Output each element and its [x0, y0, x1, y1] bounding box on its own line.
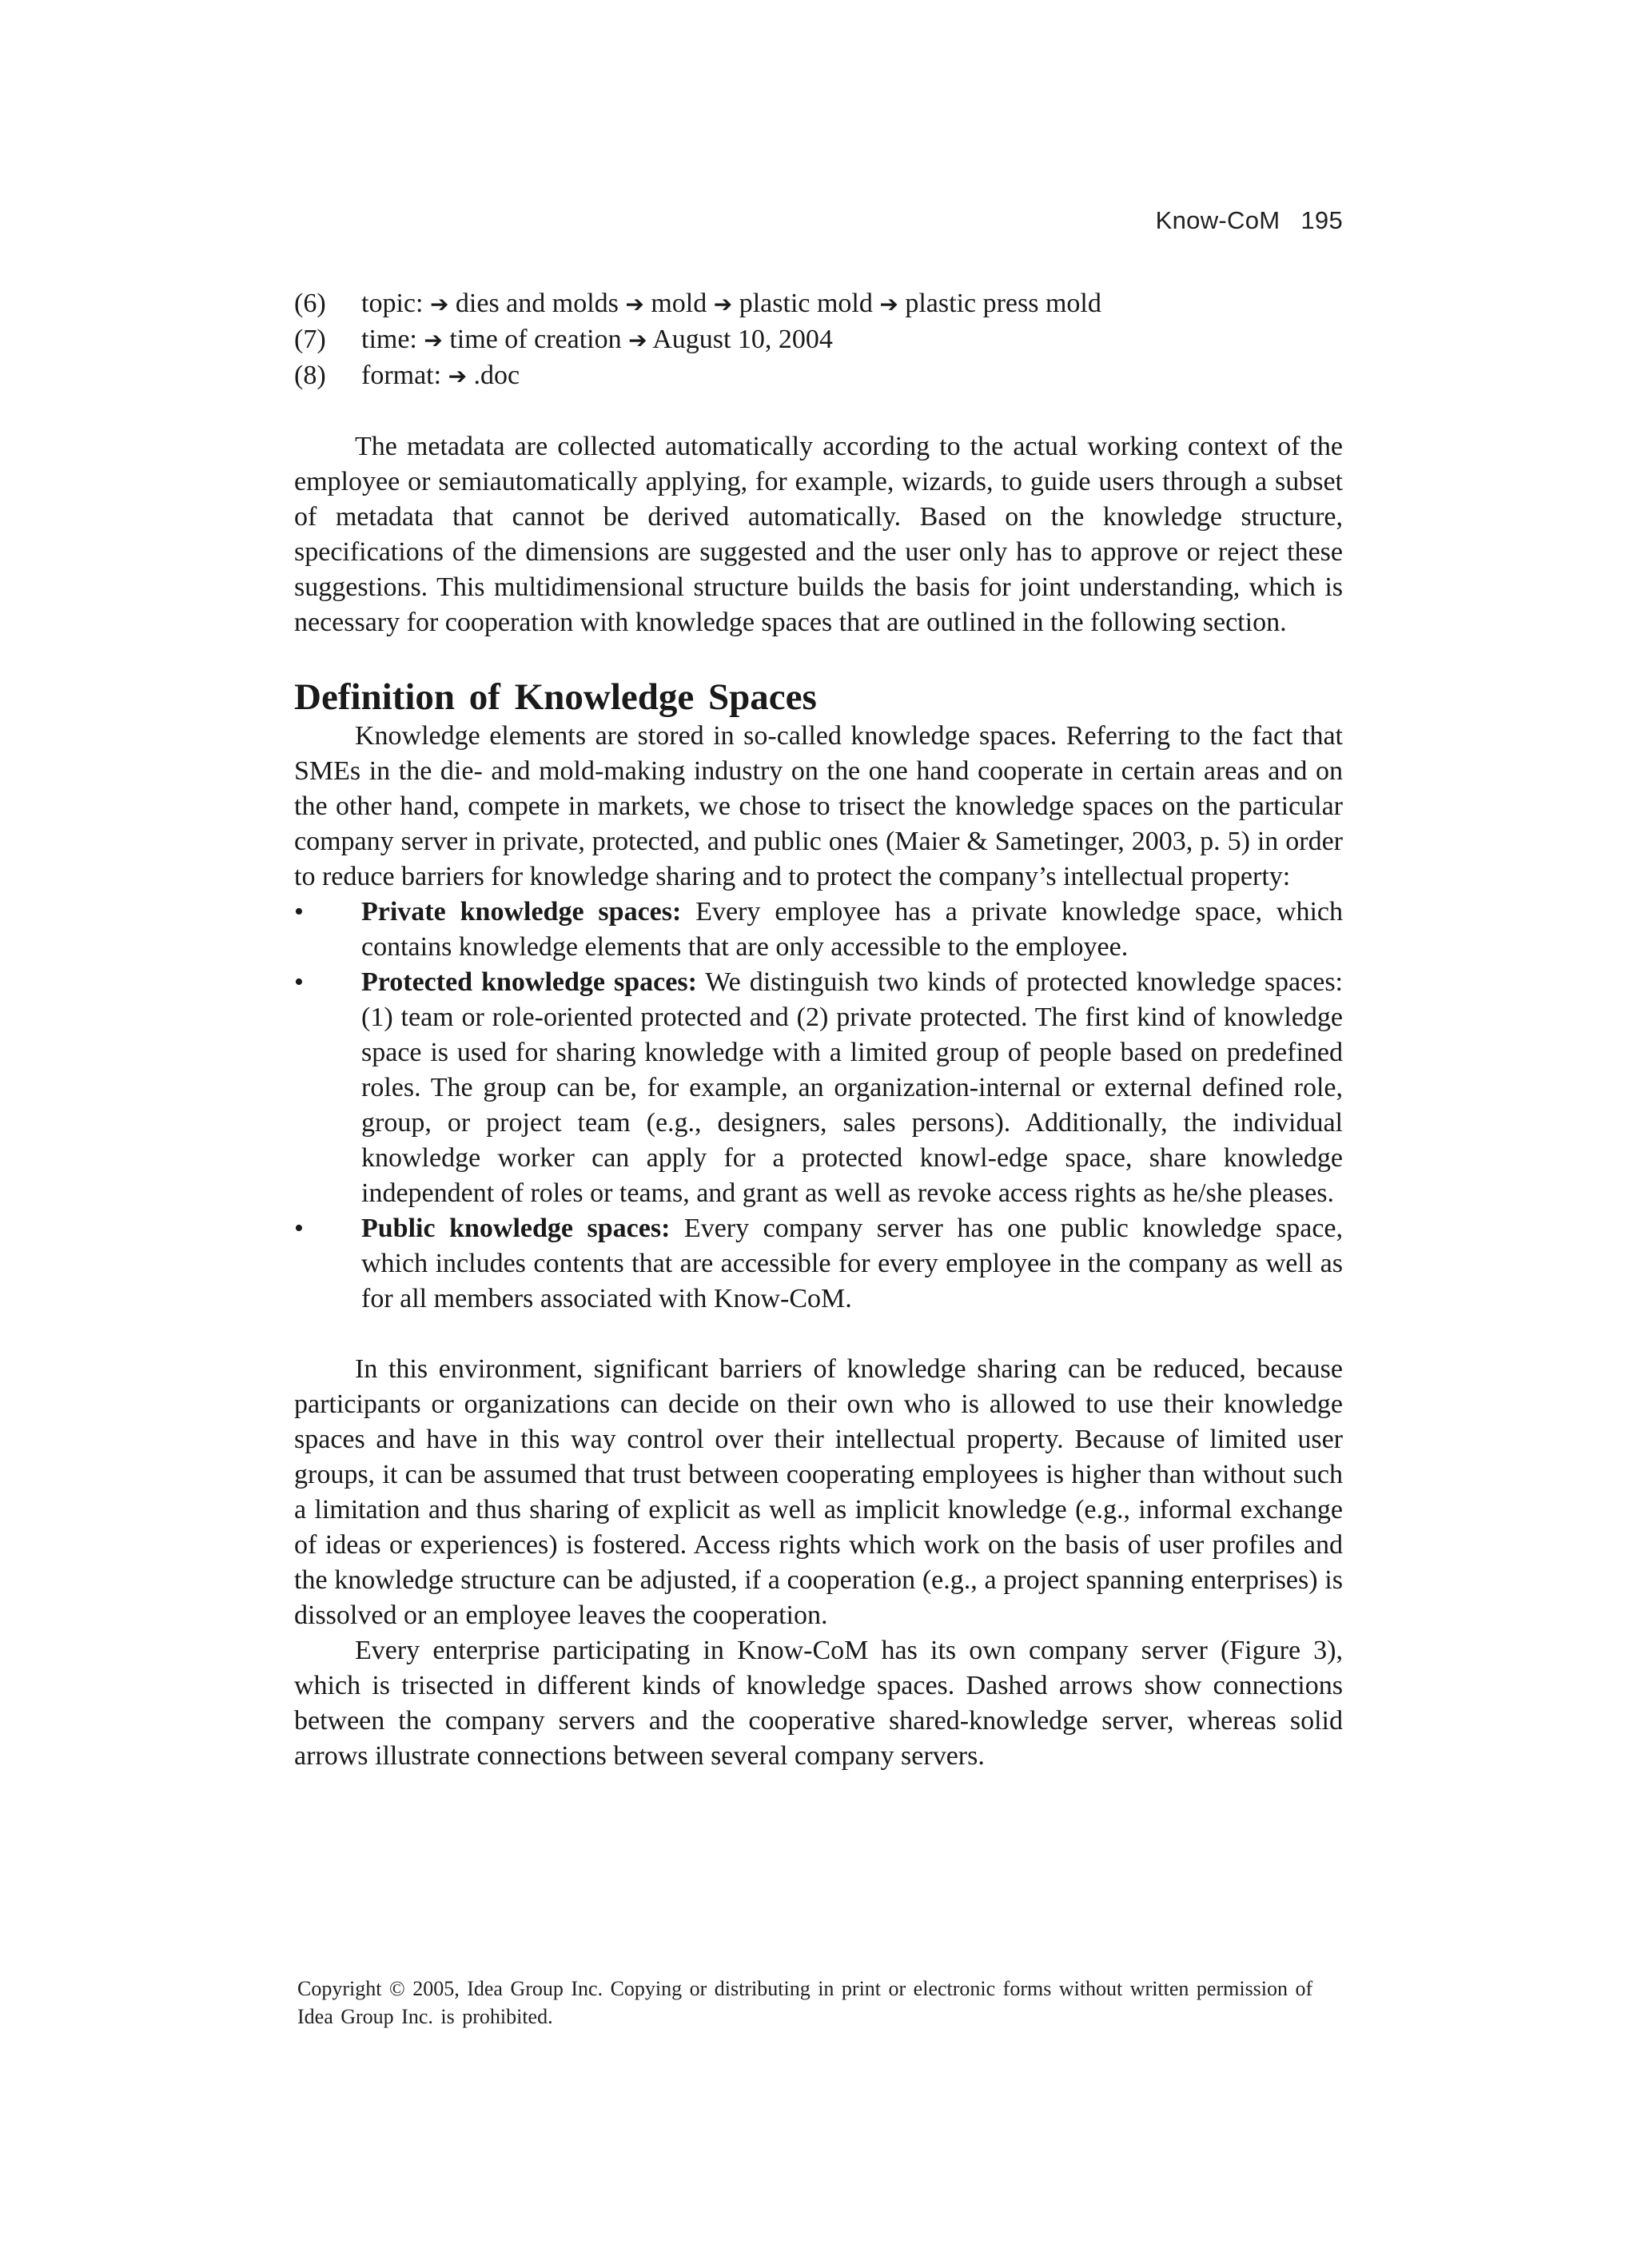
bullet-icon: •: [294, 1214, 304, 1243]
section-heading: Definition of Knowledge Spaces: [294, 676, 817, 718]
bullet-icon: •: [294, 967, 304, 997]
item-number: (6): [294, 289, 326, 318]
arrow-icon: ➔: [424, 327, 443, 353]
copyright-footer: Copyright © 2005, Idea Group Inc. Copying or distributing in print or electronic forms without written permission of Idea Group Inc. is prohibited.: [297, 1977, 1313, 2028]
item-number: (7): [294, 325, 326, 354]
bullet-protected: [294, 965, 1343, 1211]
metadata-item-topic: (6) topic: ➔ dies and molds ➔ mold ➔ plastic mold ➔ plastic press mold: [294, 286, 1343, 322]
item-label: topic:: [361, 289, 430, 318]
arrow-icon: ➔: [448, 363, 468, 389]
metadata-item-time: (7) time: ➔ time of creation ➔ August 10, 2004: [294, 322, 1343, 358]
bullet-icon: •: [294, 897, 304, 927]
paragraph-knowledge-elements: Knowledge elements are stored in so-called knowledge spaces. Referring to the fact that SMEs in the die- and mold-making industry on the one hand cooperate in certain areas and on the other hand, compete in markets, we chose to trisect the knowledge spaces on the particular company server in private, protected, and public ones (Maier & Sametinger, 2003, p. 5) in order to reduce barriers for knowledge sharing and to protect the company’s intellectual property:: [294, 721, 1343, 891]
body-text: [294, 286, 1343, 1774]
metadata-list: [294, 286, 1343, 394]
bullet-private: [294, 895, 1343, 965]
knowledge-spaces-list: [294, 895, 1343, 1317]
running-header: [1156, 206, 1343, 235]
page-number: 195: [1300, 206, 1343, 234]
item-number: (8): [294, 361, 326, 390]
document-page: [294, 0, 1343, 2268]
paragraph-company-server: Every enterprise participating in Know-CoM has its own company server (Figure 3), which is trisected in different kinds of knowledge spaces. Dashed arrows show connections between the company servers and the cooperative shared-knowledge server, whereas solid arrows illustrate connections between several company servers.: [294, 1636, 1343, 1771]
metadata-item-format: (8) format: ➔ .doc: [294, 358, 1343, 394]
bullet-public: [294, 1211, 1343, 1317]
running-title: Know-CoM: [1155, 206, 1281, 234]
paragraph-environment: In this environment, significant barriers of knowledge sharing can be reduced, because participants or organizations can decide on their own who is allowed to use their knowledge spaces and have in this way control over their intellectual property. Because of limited user groups, it can be assumed that trust between cooperating employees is higher than without such a limitation and thus sharing of explicit as well as implicit knowledge (e.g., informal exchange of ideas or experiences) is fostered. Access rights which work on the basis of user profiles and the knowledge structure can be adjusted, if a cooperation (e.g., a project spanning enterprises) is dissolved or an employee leaves the cooperation.: [294, 1354, 1343, 1630]
arrow-icon: ➔: [628, 327, 647, 353]
arrow-icon: ➔: [713, 291, 733, 317]
bullet-term: Private knowledge spaces:: [361, 897, 682, 927]
bullet-text: We distinguish two kinds of protected knowledge spaces: (1) team or role-oriented protected and (2) private protected. The first kind of knowledge space is used for sharing knowledge with a limited group of people based on predefined roles. The group can be, for example, an organization-internal or external defined role, group, or project team (e.g., designers, sales persons). Additionally, the individual knowledge worker can apply for a protected knowl-edge space, share knowledge independent of roles or teams, and grant as well as revoke access rights as he/she pleases.: [361, 967, 1343, 1208]
arrow-icon: ➔: [625, 291, 644, 317]
arrow-icon: ➔: [879, 291, 898, 317]
bullet-text: Every company server has one public knowledge space, which includes contents that are accessible for every employee in the company as well as for all members associated with Know-CoM.: [361, 1214, 1344, 1313]
bullet-text: Every employee has a private knowledge space, which contains knowledge elements that are only accessible to the employee.: [361, 897, 1343, 962]
bullet-term: Protected knowledge spaces:: [361, 967, 697, 997]
item-label: time:: [361, 325, 424, 354]
arrow-icon: ➔: [429, 291, 449, 317]
bullet-term: Public knowledge spaces:: [361, 1214, 671, 1243]
item-label: format:: [361, 361, 448, 390]
paragraph-metadata-collection: The metadata are collected automatically according to the actual working context of the employee or semiautomatically applying, for example, wizards, to guide users through a subset of metadata that cannot be derived automatically. Based on the knowledge structure, specifications of the dimensions are suggested and the user only has to approve or reject these suggestions. This multidimensional structure builds the basis for joint understanding, which is necessary for cooperation with knowledge spaces that are outlined in the following section.: [294, 432, 1343, 637]
